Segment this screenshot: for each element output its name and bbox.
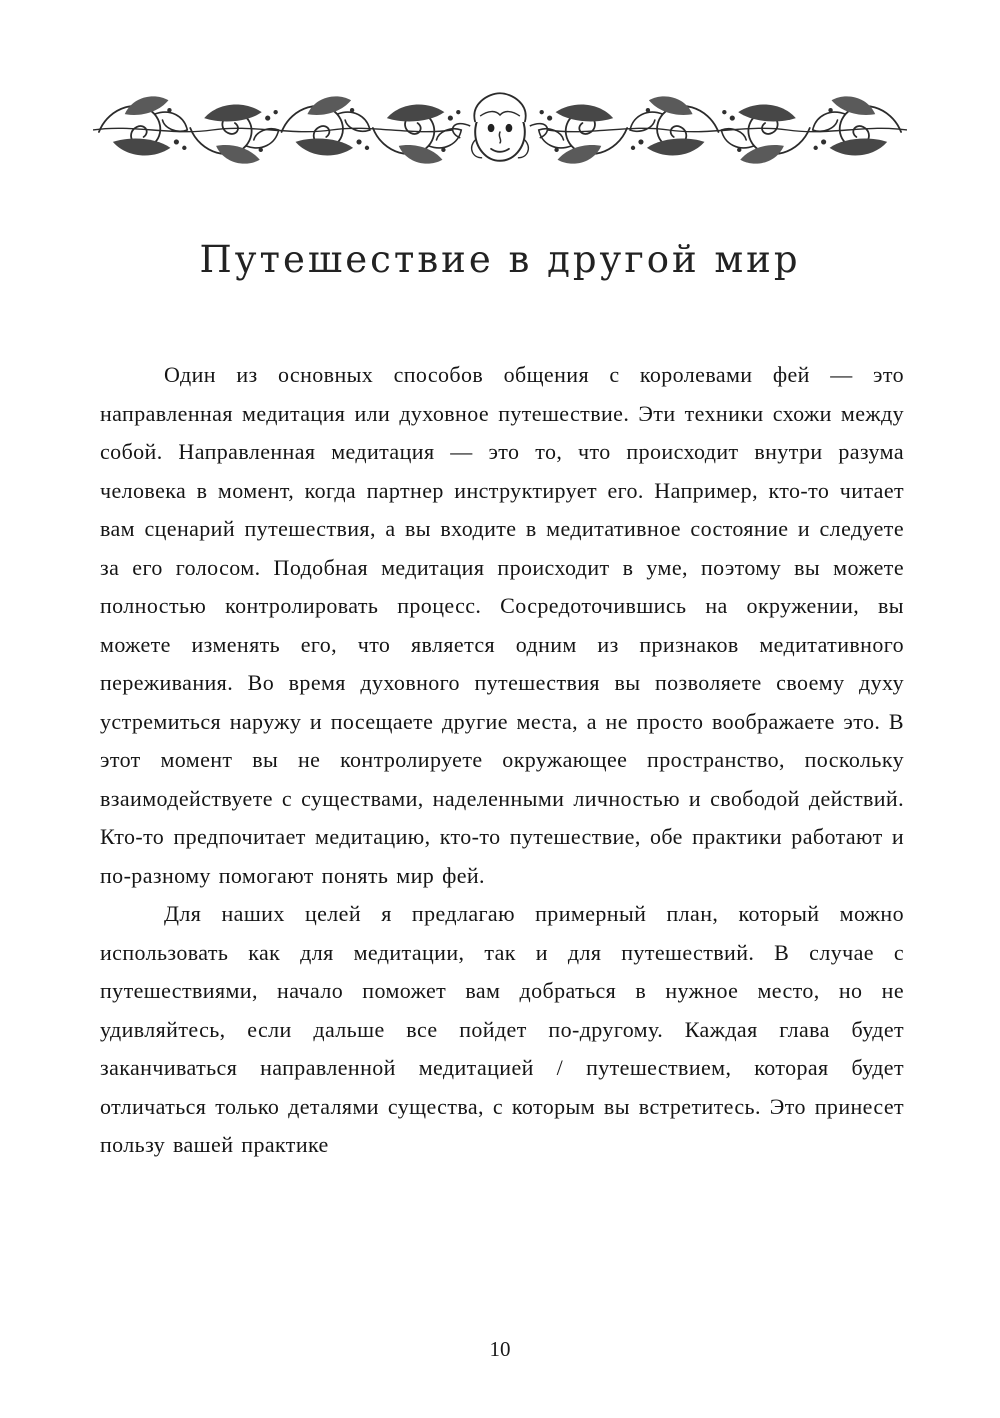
page-number: 10 xyxy=(489,1337,511,1361)
body-text xyxy=(100,356,904,1165)
paragraph-2: Для наших целей я предлагаю примерный план, который можно использовать как для медитации, так и для путешествий. В случае с путешествиями, начало поможет вам добраться в нужное место, но не удивляйтесь, если дальше все пойдет по-другому. Каждая глава будет заканчиваться направленной медитацией / путешествием, которая будет отличаться только деталями существа, с которым вы встретитесь. Это принесет пользу вашей практике xyxy=(100,901,904,1157)
chapter-title: Путешествие в другой мир xyxy=(199,238,801,281)
floral-engraving-band-icon xyxy=(93,90,907,170)
paragraph-1: Один из основных способов общения с королевами фей — это направленная медитация или духовное путешествие. Эти техники схожи между собой. Направленная медитация — это то, что происходит внутри разума человека в момент, когда партнер инструктирует его. Например, кто-то читает вам сценарий путешествия, а вы входите в медитативное состояние и следуете за его голосом. Подобная медитация происходит в уме, поэтому вы можете полностью контролировать процесс. Сосредоточившись на окружении, вы можете изменять его, что является одним из признаков медитативного переживания. Во время духовного путешествия вы позволяете своему духу устремиться наружу и посещаете другие места, а не просто воображаете это. В этот момент вы не контролируете окружающее пространство, поскольку взаимодействуете с существами, наделенными личностью и свободой действий. Кто-то предпочитает медитацию, кто-то путешествие, обе практики работают и по-разному помогают понять мир фей. xyxy=(100,362,904,888)
header-ornament xyxy=(93,90,907,170)
face-mask-icon xyxy=(453,93,548,161)
